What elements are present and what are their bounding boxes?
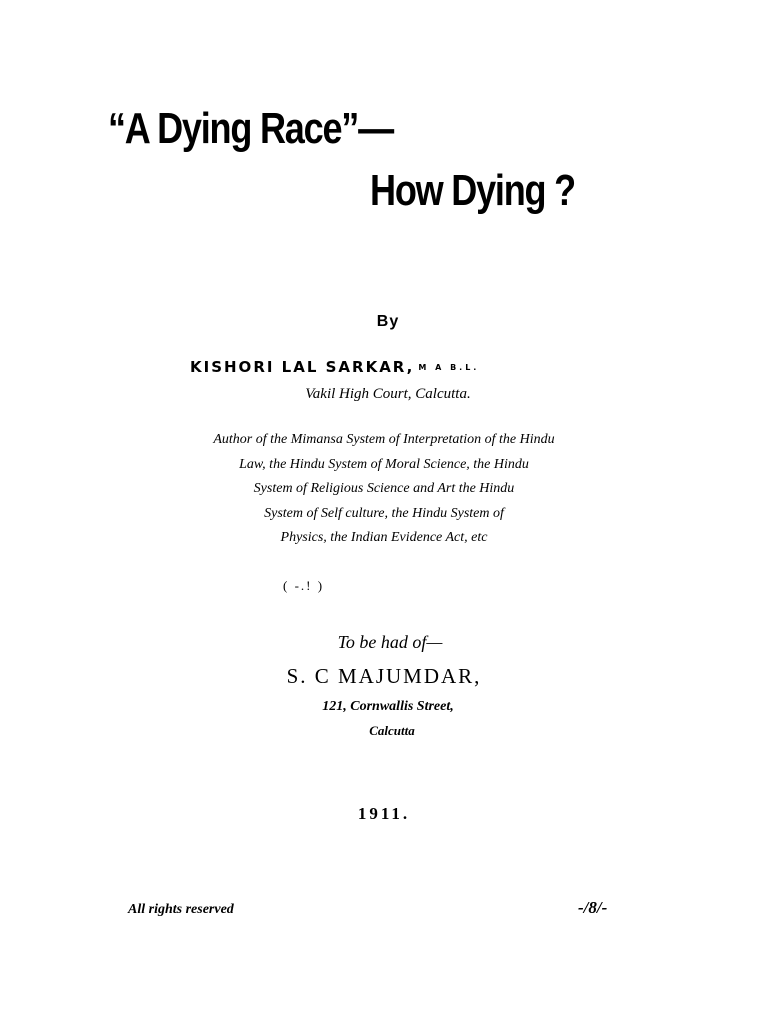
publisher-name: S. C MAJUMDAR, bbox=[286, 664, 482, 688]
title-line-2: How Dying ? bbox=[370, 166, 575, 215]
publisher-address: 121, Cornwallis Street, bbox=[322, 699, 454, 714]
printer-mark: ( -.! ) bbox=[283, 578, 325, 593]
author-works-line: System of Religious Science and Art the Hindu bbox=[253, 481, 515, 496]
author-works bbox=[0, 428, 768, 551]
publisher-intro: To be had of— bbox=[337, 632, 443, 652]
author-name: KISHORI LAL SARKAR, bbox=[190, 358, 415, 376]
byline: By bbox=[376, 313, 400, 330]
author-works-line: System of Self culture, the Hindu System of bbox=[264, 505, 504, 521]
rights-notice: All rights reserved bbox=[128, 902, 234, 917]
publication-year: 1911. bbox=[357, 804, 411, 823]
price: -/8/- bbox=[578, 898, 608, 917]
author-works-line: Law, the Hindu System of Moral Science, the Hindu bbox=[239, 456, 529, 472]
title-line-1: “A Dying Race”— bbox=[108, 104, 393, 153]
publisher-city: Calcutta bbox=[369, 723, 415, 738]
author-position: Vakil High Court, Calcutta. bbox=[305, 386, 471, 402]
author-works-line: Physics, the Indian Evidence Act, etc bbox=[280, 530, 488, 545]
author-degrees: M A B.L. bbox=[418, 363, 480, 372]
author-works-line: Author of the Mimansa System of Interpretation of the Hindu bbox=[213, 432, 555, 447]
author-name-block bbox=[190, 358, 479, 376]
